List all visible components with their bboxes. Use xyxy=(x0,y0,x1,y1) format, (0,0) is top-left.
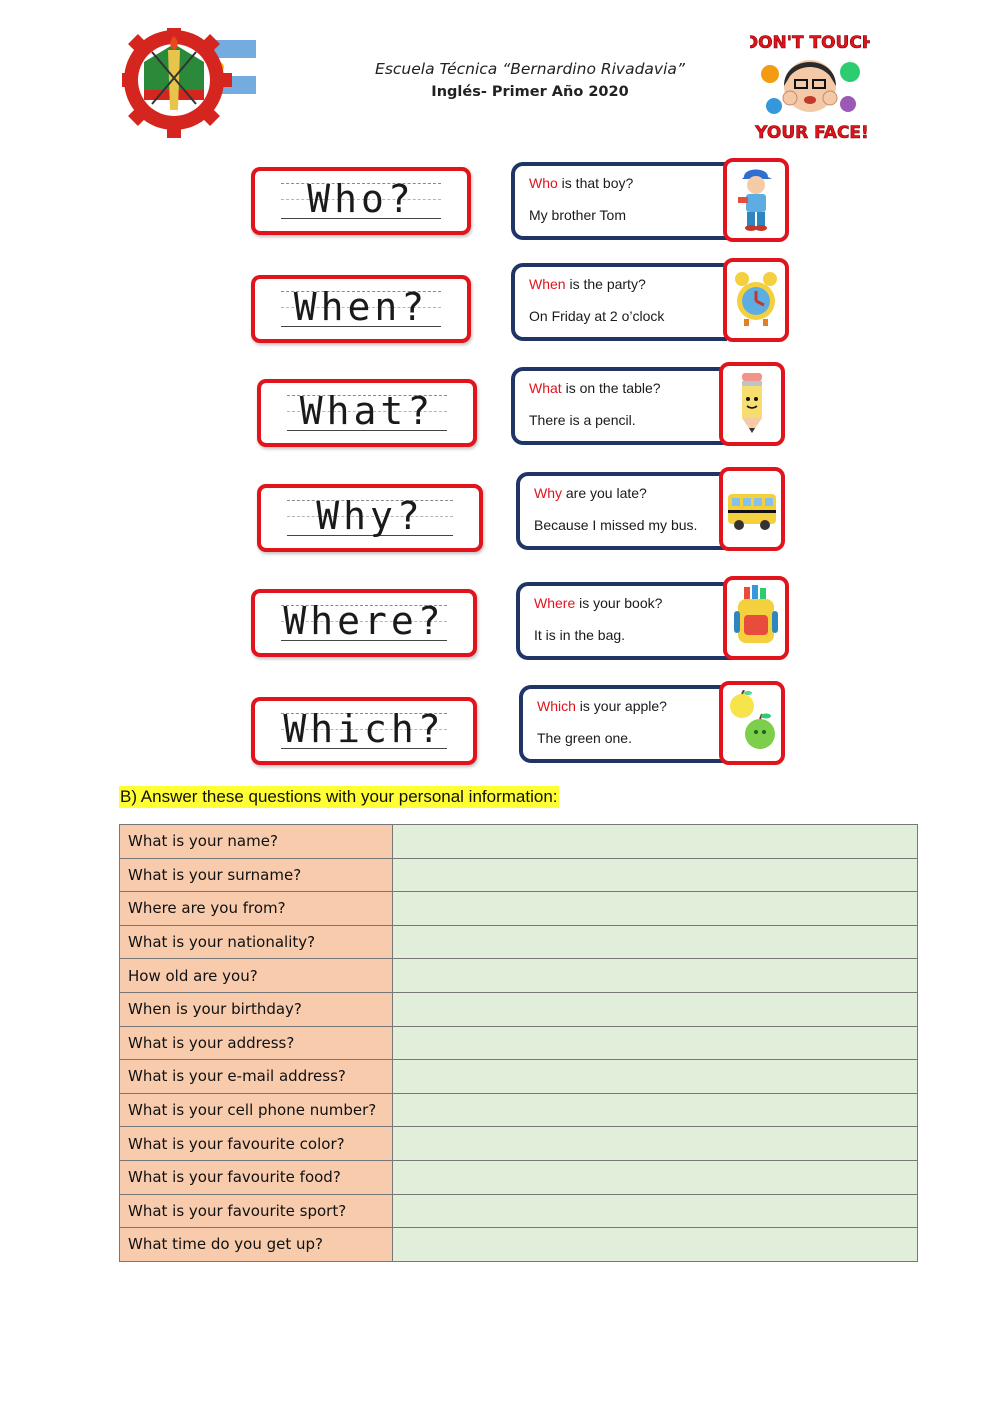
question-rest: is your apple? xyxy=(575,698,667,714)
picture-box-when xyxy=(723,258,789,342)
question-cell: What is your address? xyxy=(120,1026,393,1060)
school-name: Escuela Técnica “Bernardino Rivadavia” xyxy=(375,60,685,78)
question-rest: is on the table? xyxy=(561,380,661,396)
sentence-question xyxy=(529,380,661,396)
question-cell: When is your birthday? xyxy=(120,992,393,1026)
picture-box-where xyxy=(723,576,789,660)
sticker-bottom-text: YOUR FACE! xyxy=(755,123,869,143)
question-cell: What time do you get up? xyxy=(120,1228,393,1262)
question-rest: are you late? xyxy=(562,485,647,501)
answer-cell[interactable] xyxy=(393,959,918,993)
answer-cell[interactable] xyxy=(393,992,918,1026)
dont-touch-face-sticker xyxy=(750,28,870,146)
answer-cell[interactable] xyxy=(393,925,918,959)
pencil-icon xyxy=(726,371,778,437)
table-row xyxy=(120,1194,918,1228)
school-logo xyxy=(122,28,258,140)
word-label: Which? xyxy=(283,707,445,751)
answer-cell[interactable] xyxy=(393,1026,918,1060)
table-row xyxy=(120,959,918,993)
personal-info-table xyxy=(119,824,918,1262)
wh-word: When xyxy=(529,276,566,292)
sentence-question xyxy=(529,175,633,191)
section-b-title: B) Answer these questions with your personal information: xyxy=(120,787,558,806)
word-card-why xyxy=(257,484,483,552)
question-cell: How old are you? xyxy=(120,959,393,993)
wh-word: Which xyxy=(537,698,576,714)
answer-cell[interactable] xyxy=(393,1127,918,1161)
sentence-question xyxy=(537,698,667,714)
word-label: Who? xyxy=(307,177,415,221)
apples-icon xyxy=(726,690,778,756)
word-card-who xyxy=(251,167,471,235)
sentence-card-when xyxy=(511,263,727,341)
sentence-card-which xyxy=(519,685,735,763)
sentence-answer: It is in the bag. xyxy=(534,627,626,643)
question-rest: is that boy? xyxy=(557,175,634,191)
sentence-card-who xyxy=(511,162,727,240)
question-rest: is your book? xyxy=(575,595,663,611)
question-rest: is the party? xyxy=(565,276,646,292)
backpack-icon xyxy=(730,585,782,651)
answer-cell[interactable] xyxy=(393,892,918,926)
question-cell: Where are you from? xyxy=(120,892,393,926)
answer-cell[interactable] xyxy=(393,1228,918,1262)
sentence-card-where xyxy=(516,582,732,660)
answer-cell[interactable] xyxy=(393,1060,918,1094)
answer-cell[interactable] xyxy=(393,825,918,859)
table-row xyxy=(120,1160,918,1194)
sentence-card-what xyxy=(511,367,727,445)
question-cell: What is your favourite sport? xyxy=(120,1194,393,1228)
sentence-answer: Because I missed my bus. xyxy=(534,517,698,533)
answer-cell[interactable] xyxy=(393,1093,918,1127)
question-cell: What is your cell phone number? xyxy=(120,1093,393,1127)
question-cell: What is your surname? xyxy=(120,858,393,892)
table-row xyxy=(120,858,918,892)
question-cell: What is your favourite color? xyxy=(120,1127,393,1161)
sentence-question xyxy=(534,485,647,501)
sentence-question xyxy=(534,595,662,611)
question-cell: What is your e-mail address? xyxy=(120,1060,393,1094)
picture-box-what xyxy=(719,362,785,446)
question-cell: What is your favourite food? xyxy=(120,1160,393,1194)
answer-cell[interactable] xyxy=(393,1160,918,1194)
table-row xyxy=(120,1093,918,1127)
answer-cell[interactable] xyxy=(393,1194,918,1228)
wh-word: Why xyxy=(534,485,562,501)
picture-box-why xyxy=(719,467,785,551)
sentence-answer: My brother Tom xyxy=(529,207,626,223)
boy-icon xyxy=(730,167,782,233)
picture-box-which xyxy=(719,681,785,765)
word-label: When? xyxy=(293,285,429,329)
word-card-where xyxy=(251,589,477,657)
wh-word: Who xyxy=(529,175,558,191)
answer-cell[interactable] xyxy=(393,858,918,892)
word-label: Why? xyxy=(316,494,424,538)
sentence-answer: There is a pencil. xyxy=(529,412,636,428)
header xyxy=(300,60,760,100)
word-label: Where? xyxy=(283,599,445,643)
table-row xyxy=(120,1228,918,1262)
word-card-when xyxy=(251,275,471,343)
sentence-question xyxy=(529,276,646,292)
table-row xyxy=(120,925,918,959)
wh-word: What xyxy=(529,380,562,396)
question-cell: What is your nationality? xyxy=(120,925,393,959)
word-label: What? xyxy=(299,389,435,433)
picture-box-who xyxy=(723,158,789,242)
sentence-answer: The green one. xyxy=(537,730,632,746)
table-row xyxy=(120,1127,918,1161)
question-cell: What is your name? xyxy=(120,825,393,859)
word-card-what xyxy=(257,379,477,447)
word-card-which xyxy=(251,697,477,765)
alarm-clock-icon xyxy=(730,267,782,333)
course-title: Inglés- Primer Año 2020 xyxy=(431,84,629,100)
table-row xyxy=(120,825,918,859)
sentence-answer: On Friday at 2 o’clock xyxy=(529,308,665,324)
wh-word: Where xyxy=(534,595,576,611)
table-row xyxy=(120,1060,918,1094)
school-bus-icon xyxy=(726,476,778,542)
sentence-card-why xyxy=(516,472,732,550)
table-row xyxy=(120,992,918,1026)
sticker-top-text: DON'T TOUCH xyxy=(750,33,870,53)
table-row xyxy=(120,1026,918,1060)
table-row xyxy=(120,892,918,926)
